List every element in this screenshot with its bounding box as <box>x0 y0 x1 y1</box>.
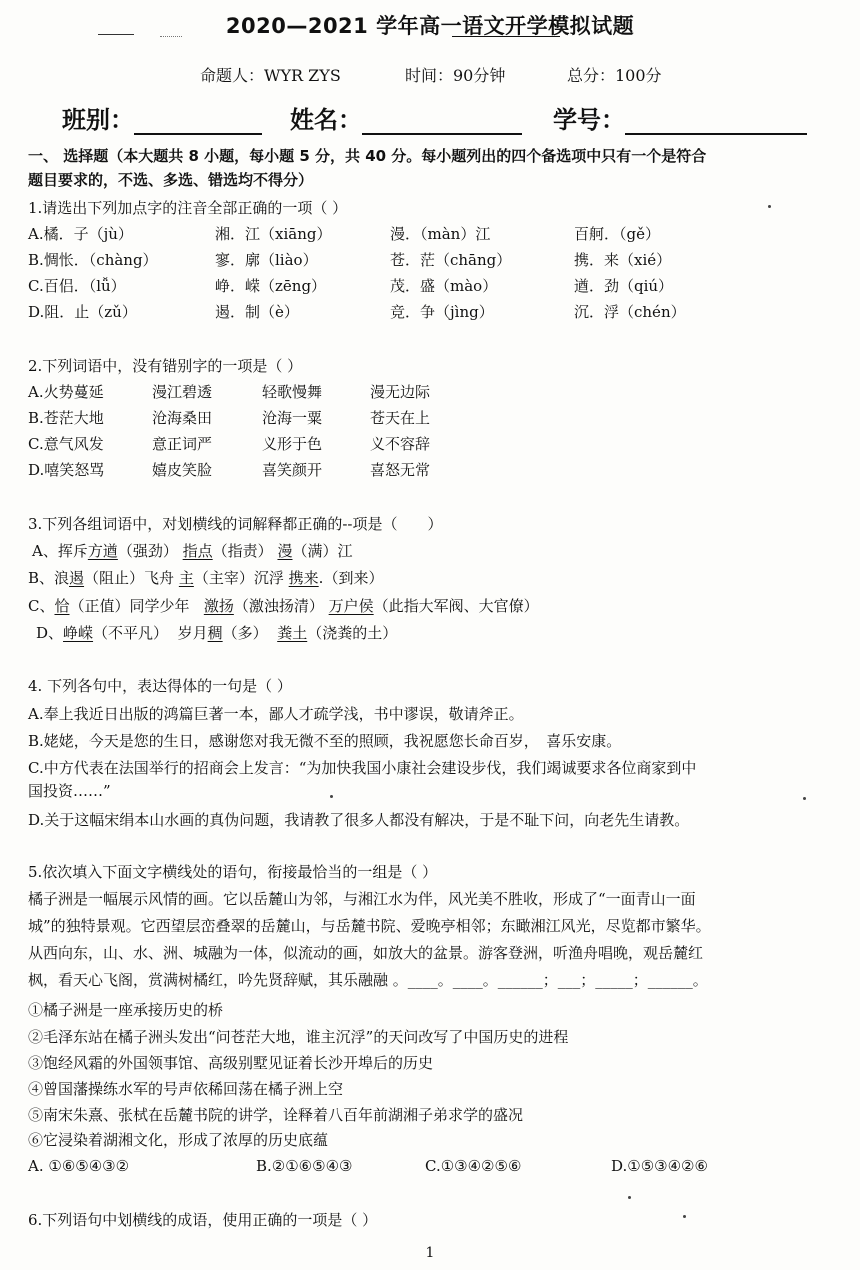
q3-option-b <box>28 568 383 588</box>
text: （主宰）沉浮 <box>193 569 284 587</box>
q1-option: 湘．江（xiāng） <box>215 225 332 243</box>
q5-passage-line: 城”的独特景观。它西望层峦叠翠的岳麓山，与岳麓书院、爱晚亭相邻；东瞰湘江风光，尽览都市繁华。 <box>28 917 711 935</box>
title-underline <box>452 36 560 37</box>
total-score: 总分：100分 <box>567 66 662 85</box>
number-label: 学号： <box>553 106 625 134</box>
exam-time: 时间：90分钟 <box>405 66 506 85</box>
underlined-word: 恰 <box>54 597 70 615</box>
q4-option-b: B.姥姥，今天是您的生日，感谢您对我无微不至的照顾，我祝愿您长命百岁， 喜乐安康。 <box>28 732 622 750</box>
underlined-word: 指点 <box>182 542 213 560</box>
q5-passage-line: 枫，看天心飞阁，赏满树橘红，吟先贤辞赋，其乐融融 。____。____。______；___；_____；______。 <box>28 971 708 989</box>
text: （此指大军阀、大官僚） <box>373 597 539 615</box>
underlined-word: 峥嵘 <box>63 624 94 642</box>
q2-option: 喜怒无常 <box>370 461 431 479</box>
q2-option: 漫无边际 <box>370 383 431 401</box>
scan-speck <box>330 795 333 798</box>
text: B、浪 <box>28 569 70 587</box>
q5-passage-line: 橘子洲是一幅展示风情的画。它以岳麓山为邻，与湘江水为伴，风光美不胜收，形成了“一面青山一面 <box>28 890 696 908</box>
exam-title: 2020—2021 学年高一语文开学模拟试题 <box>225 14 635 38</box>
q1-option: C.百侣．（lǚ） <box>28 277 126 295</box>
name-field <box>290 100 522 135</box>
text: （指责） <box>212 542 273 560</box>
q2-option: 苍天在上 <box>370 409 431 427</box>
q4-option-c-cont: 国投资……” <box>28 782 111 800</box>
q2-option: D.嘻笑怒骂 <box>28 461 105 479</box>
q6-stem: 6.下列语句中划横线的成语，使用正确的一项是（ ） <box>28 1211 378 1229</box>
text: C、 <box>28 597 55 615</box>
underlined-word: 粪土 <box>277 624 308 642</box>
class-blank[interactable] <box>134 111 262 135</box>
q2-option: 义形于色 <box>262 435 323 453</box>
q5-statement: ④曾国藩操练水军的号声依稀回荡在橘子洲上空 <box>28 1080 344 1098</box>
q1-option: 携．来（xié） <box>574 251 672 269</box>
q1-option: 沉．浮（chén） <box>574 303 686 321</box>
q5-stem: 5.依次填入下面文字横线处的语句，衔接最恰当的一组是（ ） <box>28 863 438 881</box>
q1-option: 竞．争（jìng） <box>390 303 494 321</box>
scan-speck <box>768 205 771 208</box>
text: （强劲） <box>117 542 178 560</box>
underlined-word: 携来 <box>288 569 319 587</box>
q5-statement: ⑤南宋朱熹、张栻在岳麓书院的讲学，诠释着八百年前湖湘子弟求学的盛况 <box>28 1106 524 1124</box>
q3-option-d <box>36 623 397 643</box>
name-label: 姓名： <box>290 106 362 134</box>
q5-statement: ①橘子洲是一座承接历史的桥 <box>28 1001 224 1019</box>
text: （浇粪的土） <box>307 624 398 642</box>
q5-answer-option: D.①⑤③④②⑥ <box>611 1157 708 1175</box>
q1-option: 漫．（màn）江 <box>390 225 491 243</box>
underlined-word: 稠 <box>207 624 223 642</box>
q1-option: 遏．制（è） <box>215 303 299 321</box>
q2-option: 意正词严 <box>152 435 213 453</box>
section-heading-cont: 题目要求的，不选、多选、错选均不得分） <box>28 171 314 189</box>
q2-option: 轻歌慢舞 <box>262 383 323 401</box>
q3-option-a <box>32 541 353 561</box>
q1-option: 寥．廓（liào） <box>215 251 318 269</box>
q2-stem: 2.下列词语中，没有错别字的一项是（ ） <box>28 357 303 375</box>
underlined-word: 激扬 <box>203 597 234 615</box>
q1-option: A.橘．子（jù） <box>28 225 133 243</box>
q5-statement: ⑥它浸染着湖湘文化，形成了浓厚的历史底蕴 <box>28 1131 329 1149</box>
q5-passage-line: 从西向东，山、水、洲、城融为一体，似流动的画，如放大的盆景。游客登洲，听渔舟唱晚，观岳麓红 <box>28 944 704 962</box>
text: A、挥斥 <box>32 542 88 560</box>
author: 命题人：WYR ZYS <box>200 66 341 85</box>
text: 岁月 <box>177 624 208 642</box>
page-number: 1 <box>425 1245 435 1261</box>
q2-option: B.苍茫大地 <box>28 409 104 427</box>
q1-option: 百舸．（gě） <box>574 225 660 243</box>
q2-option: 嬉皮笑脸 <box>152 461 213 479</box>
q1-option: B.惆怅．（chàng） <box>28 251 158 269</box>
section-heading: 一、 选择题（本大题共 8 小题，每小题 5 分，共 40 分。每小题列出的四个备选项中只有一个是符合 <box>28 147 707 165</box>
q3-stem: 3.下列各组词语中，对划横线的词解释都正确的--项是（ ） <box>28 515 443 533</box>
q1-option: 峥．嵘（zēng） <box>215 277 327 295</box>
scan-speck <box>803 797 806 800</box>
q5-answer-option: A. ①⑥⑤④③② <box>28 1157 130 1175</box>
underlined-word: 遏 <box>69 569 85 587</box>
underlined-word: 方遒 <box>87 542 118 560</box>
q2-option: 沧海桑田 <box>152 409 213 427</box>
q1-option: 茂．盛（mào） <box>390 277 498 295</box>
scan-speck <box>683 1215 686 1218</box>
q2-option: 义不容辞 <box>370 435 431 453</box>
q2-option: 喜笑颜开 <box>262 461 323 479</box>
number-field <box>553 100 807 135</box>
q4-option-c: C.中方代表在法国举行的招商会上发言：“为加快我国小康社会建设步伐，我们竭诚要求各位商家到中 <box>28 759 697 777</box>
q2-option: C.意气风发 <box>28 435 104 453</box>
scan-speck <box>628 1196 631 1199</box>
text: （阻止）飞舟 <box>84 569 175 587</box>
q5-statement: ②毛泽东站在橘子洲头发出“问苍茫大地，谁主沉浮”的天问改写了中国历史的进程 <box>28 1028 569 1046</box>
number-blank[interactable] <box>625 111 807 135</box>
text: （激浊扬清） <box>233 597 324 615</box>
q5-statement: ③饱经风霜的外国领事馆、高级别墅见证着长沙开埠后的历史 <box>28 1054 434 1072</box>
q4-stem: 4. 下列各句中，表达得体的一句是（ ） <box>28 677 292 695</box>
underlined-word: 万户侯 <box>328 597 374 615</box>
class-label: 班别： <box>62 106 134 134</box>
q3-option-c <box>28 596 539 616</box>
text: （正值）同学少年 <box>69 597 190 615</box>
text: （满）江 <box>292 542 353 560</box>
q1-option: 遒．劲（qiú） <box>574 277 674 295</box>
text: D、 <box>36 624 64 642</box>
text: .（到来） <box>318 569 384 587</box>
q5-answer-option: B.②①⑥⑤④③ <box>256 1157 353 1175</box>
q1-stem: 1.请选出下列加点字的注音全部正确的一项（ ） <box>28 199 348 217</box>
underlined-word: 漫 <box>277 542 293 560</box>
class-field <box>62 100 262 135</box>
q4-option-d: D.关于这幅宋绢本山水画的真伪问题，我请教了很多人都没有解决，于是不耻下问，向老先生请教。 <box>28 811 690 829</box>
q1-option: D.阻．止（zǔ） <box>28 303 137 321</box>
q2-option: 漫江碧透 <box>152 383 213 401</box>
text: （多） <box>222 624 268 642</box>
q1-option: 苍．茫（chāng） <box>390 251 512 269</box>
q5-answer-option: C.①③④②⑤⑥ <box>425 1157 522 1175</box>
text: （不平凡） <box>93 624 169 642</box>
name-blank[interactable] <box>362 111 522 135</box>
q4-option-a: A.奉上我近日出版的鸿篇巨著一本，鄙人才疏学浅，书中谬误，敬请斧正。 <box>28 705 524 723</box>
q2-option: A.火势蔓延 <box>28 383 104 401</box>
q2-option: 沧海一粟 <box>262 409 323 427</box>
underlined-word: 主 <box>178 569 194 587</box>
